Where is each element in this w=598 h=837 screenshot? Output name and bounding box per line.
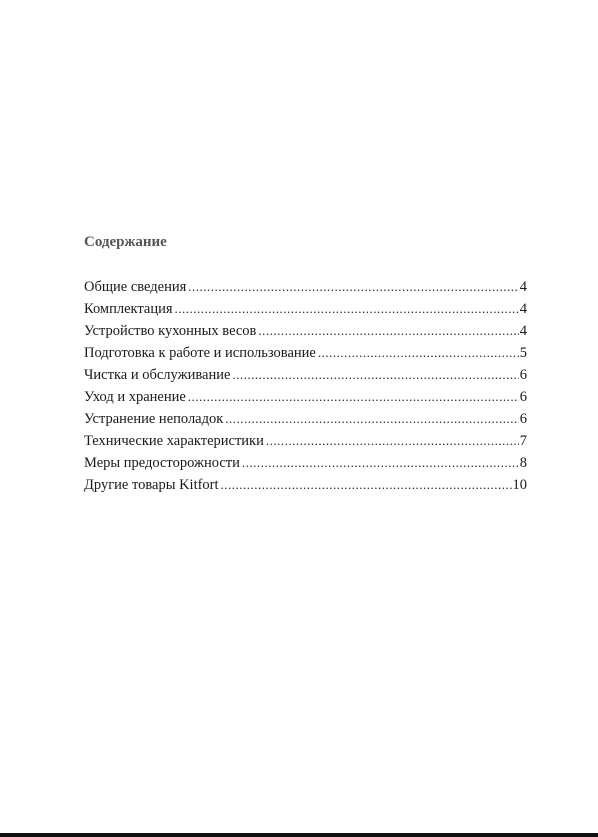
toc-page-number: 4 (519, 301, 527, 317)
page-bottom-border (0, 833, 598, 837)
toc-dot-leader (242, 452, 519, 474)
toc-entry-label: Другие товары Kitfort (84, 477, 219, 493)
toc-page-number: 8 (519, 455, 527, 471)
toc-entry-label: Технические характеристики (84, 433, 264, 449)
toc-dot-leader (175, 298, 519, 320)
toc-entry-care-and-storage[interactable] (84, 386, 527, 408)
toc-list (84, 276, 527, 496)
toc-entry-label: Устранение неполадок (84, 411, 224, 427)
toc-dot-leader (266, 430, 519, 452)
toc-entry-safety-precautions[interactable] (84, 452, 527, 474)
toc-dot-leader (188, 276, 518, 298)
toc-dot-leader (232, 364, 518, 386)
toc-title: Содержание (84, 234, 167, 250)
toc-page-number: 6 (519, 389, 527, 405)
toc-entry-troubleshooting[interactable] (84, 408, 527, 430)
toc-dot-leader (258, 320, 518, 342)
toc-entry-label: Общие сведения (84, 279, 187, 295)
toc-entry-label: Устройство кухонных весов (84, 323, 257, 339)
toc-page-number: 5 (519, 345, 527, 361)
toc-entry-general-info[interactable] (84, 276, 527, 298)
toc-page-number: 4 (519, 323, 527, 339)
toc-dot-leader (188, 386, 519, 408)
toc-entry-label: Меры предосторожности (84, 455, 240, 471)
toc-entry-scale-design[interactable] (84, 320, 527, 342)
toc-dot-leader (221, 474, 512, 496)
toc-entry-preparation-and-use[interactable] (84, 342, 527, 364)
toc-entry-label: Подготовка к работе и использование (84, 345, 316, 361)
toc-entry-specifications[interactable] (84, 430, 527, 452)
toc-page-number: 10 (512, 477, 527, 493)
toc-entry-label: Чистка и обслуживание (84, 367, 231, 383)
toc-entry-label: Уход и хранение (84, 389, 186, 405)
toc-entry-package-contents[interactable] (84, 298, 527, 320)
table-of-contents (84, 232, 527, 493)
toc-entry-other-products[interactable] (84, 474, 527, 496)
toc-entry-cleaning-and-maintenance[interactable] (84, 364, 527, 386)
toc-page-number: 7 (519, 433, 527, 449)
toc-page-number: 4 (519, 279, 527, 295)
toc-page-number: 6 (519, 367, 527, 383)
toc-dot-leader (318, 342, 519, 364)
toc-entry-label: Комплектация (84, 301, 173, 317)
toc-page-number: 6 (519, 411, 527, 427)
toc-dot-leader (225, 408, 518, 430)
